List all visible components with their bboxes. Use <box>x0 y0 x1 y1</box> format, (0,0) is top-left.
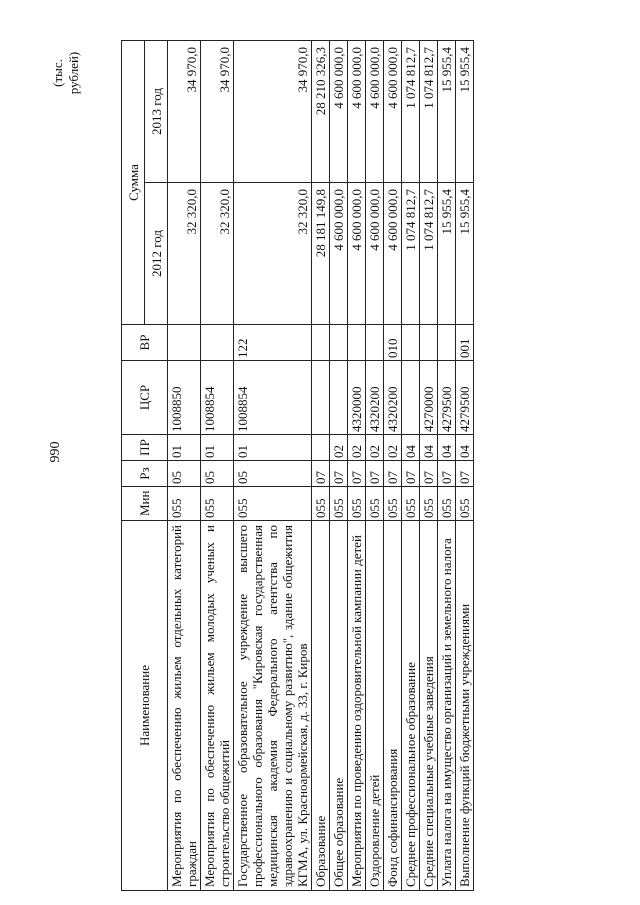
cell-pr: 02 <box>348 435 366 461</box>
cell-min: 055 <box>168 487 201 521</box>
cell-min: 055 <box>330 487 348 521</box>
cell-sum-2012: 15 955,4 <box>438 183 456 325</box>
cell-name: Образование <box>312 521 330 891</box>
cell-min: 055 <box>312 487 330 521</box>
cell-sum-2012: 28 181 149,8 <box>312 183 330 325</box>
cell-sum-2013: 34 970,0 <box>201 41 234 183</box>
cell-pr: 04 <box>456 435 474 461</box>
cell-vr <box>402 325 420 361</box>
cell-csr <box>402 361 420 435</box>
cell-vr <box>438 325 456 361</box>
cell-csr: 1008854 <box>234 361 312 435</box>
table-row <box>384 41 402 891</box>
cell-csr: 4270000 <box>420 361 438 435</box>
cell-sum-2012: 32 320,0 <box>168 183 201 325</box>
cell-pr: 02 <box>366 435 384 461</box>
cell-name: Оздоровление детей <box>366 521 384 891</box>
cell-name: Государственное образовательное учреждение высшего профессионального образования "Кировская государственная медицинская академия Федерального агентства по здравоохранению и социальному развитию", здание общежития КГМА, ул. Красноармейская, д. 33, г. Киров <box>234 521 312 891</box>
cell-name: Фонд софинансирования <box>384 521 402 891</box>
cell-pr: 02 <box>330 435 348 461</box>
cell-name: Мероприятия по обеспечению жильем молодых ученых и строительство общежитий <box>201 521 234 891</box>
header-year-2012: 2012 год <box>145 183 168 325</box>
table-row <box>456 41 474 891</box>
unit-label: (тыс. рублей) <box>50 51 81 95</box>
cell-name: Общее образование <box>330 521 348 891</box>
cell-sum-2012: 32 320,0 <box>234 183 312 325</box>
cell-min: 055 <box>402 487 420 521</box>
cell-vr: 010 <box>384 325 402 361</box>
table-row <box>366 41 384 891</box>
cell-pr <box>312 435 330 461</box>
cell-min: 055 <box>366 487 384 521</box>
cell-csr: 4320000 <box>348 361 366 435</box>
cell-rz: 05 <box>168 461 201 487</box>
cell-sum-2012: 4 600 000,0 <box>384 183 402 325</box>
cell-name: Мероприятия по проведению оздоровительной кампании детей <box>348 521 366 891</box>
cell-csr: 4279500 <box>438 361 456 435</box>
header-vr: ВР <box>122 325 168 361</box>
cell-rz: 07 <box>402 461 420 487</box>
cell-name: Уплата налога на имущество организаций и земельного налога <box>438 521 456 891</box>
budget-table-container <box>121 41 596 891</box>
cell-vr <box>366 325 384 361</box>
cell-rz: 07 <box>456 461 474 487</box>
cell-csr <box>312 361 330 435</box>
cell-name: Средние специальные учебные заведения <box>420 521 438 891</box>
table-body <box>168 41 474 891</box>
cell-csr: 1008850 <box>168 361 201 435</box>
cell-vr <box>312 325 330 361</box>
cell-sum-2012: 1 074 812,7 <box>420 183 438 325</box>
page-number: 990 <box>48 441 63 463</box>
cell-name: Мероприятия по обеспечению жильем отдельных категорий граждан <box>168 521 201 891</box>
cell-sum-2013: 4 600 000,0 <box>348 41 366 183</box>
cell-sum-2013: 4 600 000,0 <box>384 41 402 183</box>
cell-sum-2012: 4 600 000,0 <box>348 183 366 325</box>
header-rz: Рз <box>122 461 168 487</box>
cell-sum-2012: 4 600 000,0 <box>330 183 348 325</box>
cell-pr: 02 <box>384 435 402 461</box>
cell-sum-2013: 34 970,0 <box>234 41 312 183</box>
cell-csr: 4279500 <box>456 361 474 435</box>
cell-vr <box>348 325 366 361</box>
table-row <box>201 41 234 891</box>
cell-sum-2012: 15 955,4 <box>456 183 474 325</box>
cell-rz: 05 <box>234 461 312 487</box>
table-row <box>438 41 456 891</box>
cell-sum-2013: 4 600 000,0 <box>330 41 348 183</box>
cell-pr: 01 <box>234 435 312 461</box>
table-row <box>348 41 366 891</box>
cell-rz: 07 <box>420 461 438 487</box>
cell-sum-2013: 1 074 812,7 <box>402 41 420 183</box>
cell-pr: 04 <box>438 435 456 461</box>
cell-name: Среднее профессиональное образование <box>402 521 420 891</box>
cell-min: 055 <box>234 487 312 521</box>
cell-vr: 001 <box>456 325 474 361</box>
budget-table <box>121 40 474 891</box>
cell-sum-2013: 15 955,4 <box>438 41 456 183</box>
table-row <box>168 41 201 891</box>
cell-pr: 01 <box>201 435 234 461</box>
cell-min: 055 <box>456 487 474 521</box>
cell-sum-2013: 15 955,4 <box>456 41 474 183</box>
cell-name: Выполнение функций бюджетными учреждениями <box>456 521 474 891</box>
cell-rz: 07 <box>438 461 456 487</box>
table-row <box>420 41 438 891</box>
cell-rz: 07 <box>366 461 384 487</box>
cell-min: 055 <box>201 487 234 521</box>
header-csr: ЦСР <box>122 361 168 435</box>
cell-min: 055 <box>420 487 438 521</box>
header-name: Наименование <box>122 521 168 891</box>
cell-rz: 07 <box>330 461 348 487</box>
cell-sum-2013: 1 074 812,7 <box>420 41 438 183</box>
cell-csr <box>330 361 348 435</box>
cell-min: 055 <box>384 487 402 521</box>
cell-sum-2012: 1 074 812,7 <box>402 183 420 325</box>
header-year-2013: 2013 год <box>145 41 168 183</box>
cell-csr: 1008854 <box>201 361 234 435</box>
cell-vr <box>168 325 201 361</box>
header-min: Мин <box>122 487 168 521</box>
cell-sum-2013: 34 970,0 <box>168 41 201 183</box>
cell-vr <box>330 325 348 361</box>
header-sum: Сумма <box>122 41 145 325</box>
cell-min: 055 <box>438 487 456 521</box>
cell-sum-2013: 4 600 000,0 <box>366 41 384 183</box>
cell-csr: 4320200 <box>366 361 384 435</box>
cell-pr: 04 <box>420 435 438 461</box>
cell-rz: 07 <box>348 461 366 487</box>
table-row <box>402 41 420 891</box>
cell-vr <box>420 325 438 361</box>
cell-sum-2012: 32 320,0 <box>201 183 234 325</box>
cell-rz: 07 <box>384 461 402 487</box>
cell-rz: 05 <box>201 461 234 487</box>
header-row <box>122 41 145 891</box>
table-row <box>234 41 312 891</box>
cell-min: 055 <box>348 487 366 521</box>
cell-pr: 04 <box>402 435 420 461</box>
cell-vr: 122 <box>234 325 312 361</box>
table-row <box>330 41 348 891</box>
cell-sum-2013: 28 210 326,3 <box>312 41 330 183</box>
cell-csr: 4320200 <box>384 361 402 435</box>
header-pr: ПР <box>122 435 168 461</box>
cell-vr <box>201 325 234 361</box>
cell-rz: 07 <box>312 461 330 487</box>
cell-pr: 01 <box>168 435 201 461</box>
cell-sum-2012: 4 600 000,0 <box>366 183 384 325</box>
table-row <box>312 41 330 891</box>
